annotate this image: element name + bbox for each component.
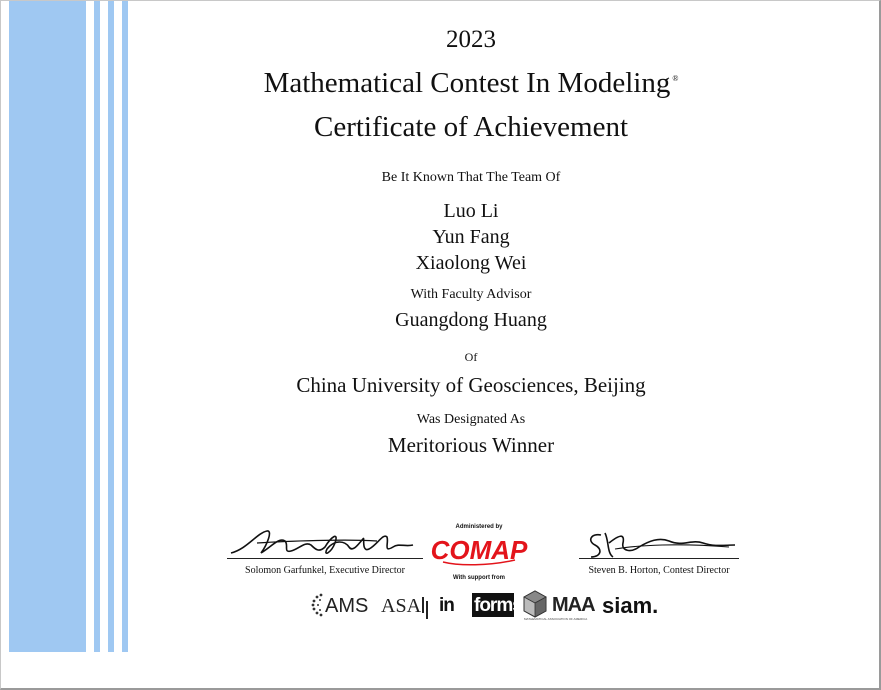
award-designation: Meritorious Winner xyxy=(387,433,555,457)
team-member: Luo Li xyxy=(443,200,499,222)
signature-caption: Solomon Garfunkel, Executive Director xyxy=(245,565,405,576)
signature-line xyxy=(227,558,423,559)
siam-logo: siam. xyxy=(602,593,659,618)
informs-logo xyxy=(439,593,522,616)
contest-year: 2023 xyxy=(446,26,496,53)
intro-line: Be It Known That The Team Of xyxy=(381,170,561,185)
left-border-stripe xyxy=(94,1,100,652)
asa-bars-icon xyxy=(421,589,431,619)
contest-name xyxy=(141,69,801,98)
left-border-stripe xyxy=(122,1,128,652)
certificate-title: Certificate of Achievement xyxy=(313,111,629,143)
advisor-label: With Faculty Advisor xyxy=(410,287,532,302)
left-border-stripe xyxy=(108,1,114,652)
asa-logo: ASA xyxy=(381,595,422,617)
informs-logo-box xyxy=(472,593,522,617)
team-member: Yun Fang xyxy=(432,226,510,248)
designation-label: Was Designated As xyxy=(416,412,526,427)
support-label: With support from xyxy=(453,575,505,581)
comap-logo-text: COMAP xyxy=(430,535,528,565)
contest-name-text: Mathematical Contest In Modeling xyxy=(263,67,671,99)
ams-dots-icon xyxy=(309,589,325,619)
maa-polyhedron-icon xyxy=(521,589,549,619)
ams-logo: AMS xyxy=(325,595,369,617)
maa-logo: MAA xyxy=(552,594,595,616)
team-member: Xiaolong Wei xyxy=(415,252,527,274)
comap-logo xyxy=(430,532,528,568)
handwritten-signature-image xyxy=(227,523,423,563)
maa-subtitle: MATHEMATICAL ASSOCIATION OF AMERICA xyxy=(524,617,588,621)
handwritten-signature-image xyxy=(579,523,739,563)
signature-caption: Steven B. Horton, Contest Director xyxy=(588,565,730,576)
left-border-band xyxy=(9,1,86,652)
informs-logo-box-text: forms xyxy=(474,595,522,616)
signature-line xyxy=(579,558,739,559)
administered-by-label: Administered by xyxy=(455,524,503,530)
of-label: Of xyxy=(464,350,478,364)
advisor-name: Guangdong Huang xyxy=(395,309,547,331)
informs-logo-prefix: in xyxy=(439,595,454,616)
university-name: China University of Geosciences, Beijing xyxy=(296,373,646,397)
registered-mark: ® xyxy=(672,74,679,83)
